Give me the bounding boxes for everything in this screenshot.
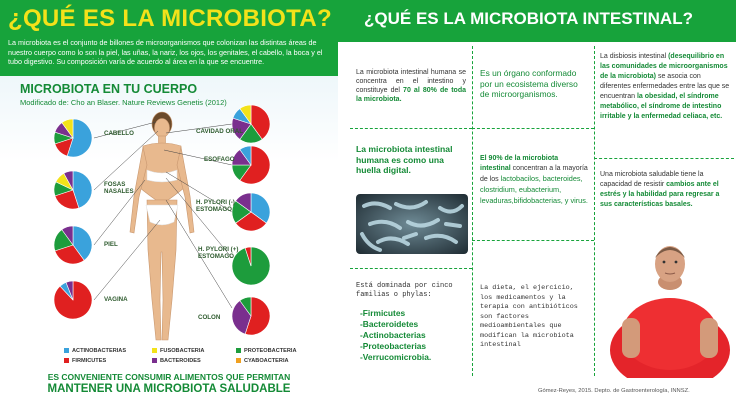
legend-label: PROTEOBACTERIA <box>244 348 297 354</box>
pie-colon <box>232 297 270 335</box>
pie-cabello <box>54 119 92 157</box>
highlight-span: la obesidad, el síndrome metabólico, el síndrome de intestino irritable y la enfermedad celiaca, etc. <box>600 93 723 120</box>
grid-divider <box>350 128 472 129</box>
site-label-vagina: VAGINA <box>104 296 128 303</box>
highlight-span: (desequilibrio en las comunidades de microorganismos de la microbiota) <box>600 53 728 80</box>
legend-swatch <box>236 348 241 353</box>
grid-divider <box>472 240 594 241</box>
highlight-span: lactobacilos, bacteroides, clostridium, eubacterium, levaduras,bifidobacterias, y virus. <box>480 174 588 205</box>
site-label-colon: COLON <box>198 314 221 321</box>
legend-label: BACTEROIDES <box>160 358 201 364</box>
left-title: ¿QUÉ ES LA MICROBIOTA? <box>8 5 332 32</box>
right-title: ¿QUÉ ES LA MICROBIOTA INTESTINAL? <box>364 9 693 28</box>
body-map-subtitle: Modificado de: Cho an Blaser. Nature Reviews Genetis (2012) <box>20 98 227 107</box>
pie-esofago <box>232 146 270 184</box>
legend-item <box>64 348 126 354</box>
healthy-microbiota-text <box>600 170 732 210</box>
recommendation-line-2: MANTENER UNA MICROBIOTA SALUDABLE <box>47 383 291 395</box>
highlight-span: El 90% de la microbiota intestinal <box>480 155 559 172</box>
obese-man-photo <box>608 238 734 378</box>
grid-divider <box>594 158 734 159</box>
site-label-cabello: CABELLO <box>104 130 134 137</box>
left-intro-text: La microbiota es el conjunto de billones de microorganismos que colonizan las distintas áreas de nuestro cuerpo como lo son la piel, las uñas, la nariz, los ojos, los genitales, el cabello, la boca y el tubo digestivo. Su composición varía de acuerdo al área en la que se encuentre. <box>8 38 323 67</box>
dysbiosis-text <box>600 52 732 122</box>
text-span: La disbiosis intestinal <box>600 53 669 60</box>
recommendation-line-1: ES CONVENIENTE CONSUMIR ALIMENTOS QUE PERMITAN <box>47 372 291 382</box>
right-panel <box>338 0 736 404</box>
human-body-figure <box>130 112 194 340</box>
legend-label: FIRMICUTES <box>72 358 107 364</box>
legend-item <box>152 358 201 364</box>
fingerprint-text: La microbiota intestinal humana es como una huella digital. <box>356 144 453 175</box>
legend-swatch <box>64 358 69 363</box>
environmental-factors-text: La dieta, el ejercicio, los medicamentos y la terapia con antibióticos son factores medioambientales que modifican la microbiota intestinal <box>480 284 578 349</box>
pie-vagina <box>54 281 92 319</box>
text-span: concentran a la mayoría de los <box>480 165 588 183</box>
body-microbiota-map <box>0 0 338 404</box>
legend-swatch <box>152 358 157 363</box>
grid-divider <box>472 128 594 129</box>
phyla-item: -Actinobacterias <box>360 330 426 340</box>
text-span: se asocia con diferentes enfermedades entre las que se encuentran <box>600 73 730 100</box>
source-credit: Gómez-Reyes, 2015. Depto. de Gastroenterología, INNSZ. <box>538 388 690 394</box>
pie-pylori-neg <box>232 193 270 231</box>
highlight-span: cambios ante el estrés y la habilidad para regresar a sus características basales. <box>600 181 720 208</box>
legend-label: ACTINOBACTERIAS <box>72 348 127 354</box>
intestinal-90-percent-text <box>480 154 588 207</box>
pie-cavidad-oral <box>232 105 270 143</box>
body-map-title: MICROBIOTA EN TU CUERPO <box>20 82 198 96</box>
legend-swatch <box>64 348 69 353</box>
pie-piel <box>54 226 92 264</box>
site-label-fosas-nasales: FOSAS NASALES <box>104 181 134 195</box>
site-label-esofago: ESOFAGO <box>204 156 235 163</box>
bacteria-micrograph <box>356 194 468 254</box>
legend-swatch <box>152 348 157 353</box>
text-span: Una microbiota saludable tiene la capacidad de resistir <box>600 171 704 188</box>
left-panel <box>0 0 338 404</box>
site-label-cavidad-oral: CAVIDAD ORAL <box>196 128 243 135</box>
legend-swatch <box>236 358 241 363</box>
legend-item <box>236 358 289 364</box>
info-grid <box>350 46 734 376</box>
legend-item <box>64 358 106 364</box>
organ-ecosystem-text: Es un órgano conformado por un ecosistema diverso de microorganismos. <box>480 68 578 99</box>
grid-divider <box>594 46 595 376</box>
highlight-span: 70 al 80% de toda la microbiota. <box>356 87 466 103</box>
pie-fosas-nasales <box>54 171 92 209</box>
phyla-item: -Firmicutes <box>360 308 406 318</box>
grid-divider <box>350 268 472 269</box>
phyla-item: -Bacteroidetes <box>360 319 419 329</box>
text-span: La microbiota intestinal humana se concentra en el intestino y constituye del <box>356 69 466 94</box>
phyla-item: -Verrucomicrobia. <box>360 352 432 362</box>
legend-item <box>152 348 204 354</box>
phyla-legend <box>64 346 324 368</box>
grid-divider <box>472 46 473 376</box>
intestine-concentration-text <box>356 68 466 104</box>
phyla-intro-text: Está dominada por cinco familias o phylas: <box>356 282 453 299</box>
site-label-pylori-pos: H. PYLORI (+) ESTOMAGO <box>198 246 239 260</box>
legend-label: FUSOBACTERIA <box>160 348 205 354</box>
phyla-item: -Proteobacterias <box>360 341 427 351</box>
site-label-pylori-neg: H. PYLORI (-) ESTOMAGO <box>196 199 235 213</box>
phyla-list <box>360 308 470 363</box>
legend-label: CYABOACTERIA <box>244 358 289 364</box>
legend-item <box>236 348 297 354</box>
site-label-piel: PIEL <box>104 241 118 248</box>
